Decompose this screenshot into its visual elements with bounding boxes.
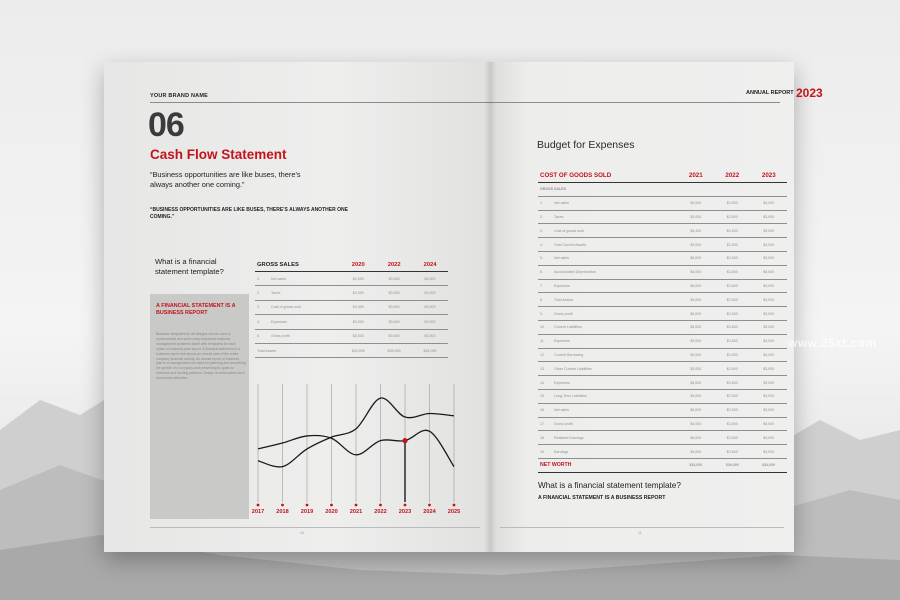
year-header: 2020 (340, 260, 376, 272)
row-index: 15. (538, 389, 552, 403)
row-index: 8. (538, 293, 552, 307)
section-row (538, 183, 787, 197)
brand-name: YOUR BRAND NAME (150, 93, 208, 99)
row-value: $3,500 (714, 348, 750, 362)
row-value: $3,000 (678, 334, 714, 348)
total-value: $34,000 (340, 343, 376, 357)
book-spine (484, 62, 496, 552)
row-value: $3,000 (340, 315, 376, 329)
row-value: $3,500 (714, 389, 750, 403)
x-tick-dot (355, 504, 358, 507)
row-index: 16. (538, 403, 552, 417)
row-index: 5. (255, 329, 269, 343)
row-value: $3,000 (678, 293, 714, 307)
row-label: Total Current Assets (552, 238, 678, 252)
row-index: 19. (538, 445, 552, 459)
table-row (538, 279, 787, 293)
row-index: 14. (538, 376, 552, 390)
row-value: $3,500 (376, 300, 412, 314)
row-label: Current Borrowing (552, 348, 678, 362)
row-value: $3,000 (412, 286, 448, 300)
table-row (255, 329, 448, 343)
table-row (538, 389, 787, 403)
table-row (538, 238, 787, 252)
row-value: $3,400 (678, 224, 714, 238)
table-row (255, 286, 448, 300)
table-row (538, 224, 787, 238)
x-tick-label: 2023 (398, 509, 412, 515)
page-number: 10 (300, 531, 304, 535)
row-value: $3,500 (714, 224, 750, 238)
row-value: $3,000 (340, 329, 376, 343)
page-title: Cash Flow Statement (150, 147, 287, 162)
right-page (490, 62, 823, 552)
row-index: 7. (538, 279, 552, 293)
table-row (538, 445, 787, 459)
row-value: $3,600 (714, 376, 750, 390)
table-row (255, 300, 448, 314)
row-value: $3,000 (751, 196, 787, 210)
row-value: $2,500 (714, 238, 750, 252)
x-tick-label: 2019 (300, 509, 314, 515)
table-row (538, 210, 787, 224)
row-value: $3,400 (340, 300, 376, 314)
page-number: 11 (638, 531, 642, 535)
row-value: $3,600 (714, 320, 750, 334)
row-value: $3,000 (751, 238, 787, 252)
row-index: 6. (538, 265, 552, 279)
info-box-title: A FINANCIAL STATEMENT IS A BUSINESS REPORT (156, 303, 236, 316)
row-index: 1. (255, 272, 269, 286)
table-total-row (538, 458, 787, 472)
total-label: Total Assets (255, 343, 340, 357)
row-value: $3,500 (714, 431, 750, 445)
table-row (538, 417, 787, 431)
row-value: $3,000 (751, 279, 787, 293)
total-value: $39,000 (376, 343, 412, 357)
table-row (538, 376, 787, 390)
expenses-table (538, 170, 787, 473)
total-label: NET WORTH (538, 458, 678, 472)
table-header-row (255, 260, 448, 272)
table-row (255, 272, 448, 286)
row-value: $3,000 (678, 389, 714, 403)
row-value: $3,000 (678, 376, 714, 390)
x-tick-label: 2017 (251, 509, 265, 515)
row-value: $3,500 (376, 272, 412, 286)
x-tick-dot (257, 504, 260, 507)
row-label: Total Assets (552, 293, 678, 307)
row-label: Taxes (269, 286, 340, 300)
row-value: $3,000 (678, 417, 714, 431)
row-value: $3,000 (678, 251, 714, 265)
row-value: $3,600 (714, 334, 750, 348)
row-value: $3,000 (678, 279, 714, 293)
row-label: Current Liabilities (552, 320, 678, 334)
row-label: Cost of goods sold (269, 300, 340, 314)
row-value: $3,500 (714, 210, 750, 224)
row-label: Earnings (552, 445, 678, 459)
row-label: Accumulated Depreciation (552, 265, 678, 279)
line-chart (251, 380, 461, 526)
row-value: $3,000 (678, 265, 714, 279)
x-tick-label: 2024 (423, 509, 436, 515)
row-value: $3,500 (714, 403, 750, 417)
left-page (104, 62, 490, 552)
annual-report-year: 2023 (796, 86, 823, 100)
annual-report-label: ANNUAL REPORT (746, 90, 794, 96)
row-index: 4. (255, 315, 269, 329)
row-index: 10. (538, 320, 552, 334)
x-tick-dot (306, 504, 309, 507)
highlight-point (402, 438, 407, 443)
table-row (538, 320, 787, 334)
row-value: $3,000 (751, 293, 787, 307)
row-label: Other Current Liabilities (552, 362, 678, 376)
table-row (538, 334, 787, 348)
row-value: $3,000 (678, 196, 714, 210)
x-tick-label: 2022 (374, 509, 387, 515)
question-caps: A FINANCIAL STATEMENT IS A BUSINESS REPORT (538, 495, 666, 501)
quote-caps: “BUSINESS OPPORTUNITIES ARE LIKE BUSES, THERE’S ALWAYS ANOTHER ONE COMING.” (150, 207, 348, 220)
row-label: Expenses (269, 315, 340, 329)
row-label: Expenses (552, 279, 678, 293)
row-value: $3,000 (412, 300, 448, 314)
table-row (538, 403, 787, 417)
row-label: Gross profit (552, 307, 678, 321)
row-value: $3,000 (751, 431, 787, 445)
row-index: 13. (538, 362, 552, 376)
row-value: $3,600 (714, 445, 750, 459)
row-value: $3,000 (751, 224, 787, 238)
chapter-number: 06 (148, 106, 184, 144)
row-value: $3,000 (751, 307, 787, 321)
row-value: $3,500 (714, 417, 750, 431)
row-value: $3,000 (751, 362, 787, 376)
x-tick-dot (404, 504, 407, 507)
x-tick-dot (453, 504, 456, 507)
table-row (538, 307, 787, 321)
year-header: 2021 (678, 170, 714, 183)
watermark: www.25xt.com (788, 336, 877, 350)
x-tick-dot (330, 504, 333, 507)
row-label: Gross profit (269, 329, 340, 343)
row-value: $3,000 (678, 320, 714, 334)
x-tick-dot (428, 504, 431, 507)
top-rule (150, 102, 540, 103)
total-value: $34,000 (678, 458, 714, 472)
row-label: Gross profit (552, 417, 678, 431)
row-label: Taxes (552, 210, 678, 224)
table-row (538, 431, 787, 445)
question-heading: What is a financial statement template? (155, 257, 224, 276)
row-value: $3,000 (751, 320, 787, 334)
row-value: $3,000 (678, 210, 714, 224)
row-value: $3,000 (412, 315, 448, 329)
expenses-table-body (538, 183, 787, 473)
table-row (538, 362, 787, 376)
row-value: $3,600 (376, 329, 412, 343)
row-value: $3,500 (714, 293, 750, 307)
row-value: $3,500 (714, 362, 750, 376)
row-index: 2. (538, 210, 552, 224)
row-index: 12. (538, 348, 552, 362)
row-label: Cost of goods sold (552, 224, 678, 238)
row-index: 9. (538, 307, 552, 321)
row-index: 3. (255, 300, 269, 314)
row-value: $3,000 (678, 348, 714, 362)
row-value: $3,500 (714, 196, 750, 210)
row-label: Retained Earnings (552, 431, 678, 445)
total-value: $39,000 (714, 458, 750, 472)
table-total-row (255, 343, 448, 357)
section-label: GROSS SALES (538, 183, 787, 197)
budget-title: Budget for Expenses (537, 139, 635, 151)
row-value: $3,000 (751, 210, 787, 224)
table-header-label: GROSS SALES (255, 260, 340, 272)
row-index: 4. (538, 238, 552, 252)
row-label: Net sales (552, 403, 678, 417)
table-row (538, 265, 787, 279)
table-row (255, 315, 448, 329)
row-value: $3,000 (751, 251, 787, 265)
total-value: $34,000 (751, 458, 787, 472)
year-header: 2023 (751, 170, 787, 183)
year-header: 2022 (714, 170, 750, 183)
row-index: 3. (538, 224, 552, 238)
table-header-row (538, 170, 787, 183)
x-tick-label: 2025 (447, 509, 461, 515)
year-header: 2024 (412, 260, 448, 272)
row-value: $3,000 (678, 362, 714, 376)
question-heading: What is a financial statement template? (538, 481, 681, 490)
open-brochure (104, 62, 823, 552)
row-index: 11. (538, 334, 552, 348)
bottom-rule (150, 527, 480, 528)
row-value: $3,000 (751, 376, 787, 390)
row-value: $3,000 (751, 334, 787, 348)
info-box (150, 294, 249, 519)
table-row (538, 348, 787, 362)
row-value: $3,000 (678, 445, 714, 459)
top-rule (490, 102, 780, 103)
row-index: 1. (538, 196, 552, 210)
row-index: 2. (255, 286, 269, 300)
total-value: $34,000 (412, 343, 448, 357)
row-index: 17. (538, 417, 552, 431)
row-label: Net sales (552, 251, 678, 265)
row-value: $3,000 (751, 389, 787, 403)
row-value: $3,000 (751, 417, 787, 431)
row-value: $3,000 (751, 265, 787, 279)
row-value: $3,000 (678, 307, 714, 321)
gross-sales-table (255, 260, 448, 358)
quote-text: “Business opportunities are like buses, there’s always another one coming.” (150, 170, 301, 189)
row-value: $3,500 (714, 251, 750, 265)
row-value: $3,000 (412, 272, 448, 286)
table-row (538, 251, 787, 265)
row-value: $3,000 (678, 238, 714, 252)
x-tick-dot (281, 504, 284, 507)
row-index: 5. (538, 251, 552, 265)
table-row (538, 196, 787, 210)
row-value: $3,000 (751, 445, 787, 459)
x-tick-label: 2021 (349, 509, 363, 515)
row-label: Expenses (552, 376, 678, 390)
table-row (538, 293, 787, 307)
row-value: $3,000 (340, 286, 376, 300)
x-tick-label: 2020 (325, 509, 338, 515)
row-label: Long-Term Liabilities (552, 389, 678, 403)
row-value: $3,500 (376, 286, 412, 300)
row-value: $3,000 (678, 431, 714, 445)
row-value: $3,000 (412, 329, 448, 343)
row-value: $3,600 (376, 315, 412, 329)
info-box-body: Business templates for all designs can be used to communicate and solve many important business management problems faster with templates for each option of business plan layout. A financial statement is a business report that shows an overall view of the entire company financial activity. An annual report or business plan is a management tool used for planning and describing the growth of a company and presenting its goals to investors and funding partners. Design is what makes such documents attractive. (156, 332, 246, 381)
row-value: $3,500 (714, 265, 750, 279)
bottom-rule (500, 527, 784, 528)
row-value: $3,000 (678, 403, 714, 417)
row-label: Expenses (552, 334, 678, 348)
row-value: $3,000 (751, 348, 787, 362)
row-value: $3,000 (340, 272, 376, 286)
table-header-label: COST OF GOODS SOLD (538, 170, 678, 183)
x-tick-dot (379, 504, 382, 507)
row-label: Net sales (269, 272, 340, 286)
x-tick-label: 2018 (276, 509, 289, 515)
year-header: 2022 (376, 260, 412, 272)
row-label: Net sales (552, 196, 678, 210)
row-value: $3,600 (714, 279, 750, 293)
row-value: $3,500 (714, 307, 750, 321)
row-index: 18. (538, 431, 552, 445)
row-value: $3,000 (751, 403, 787, 417)
